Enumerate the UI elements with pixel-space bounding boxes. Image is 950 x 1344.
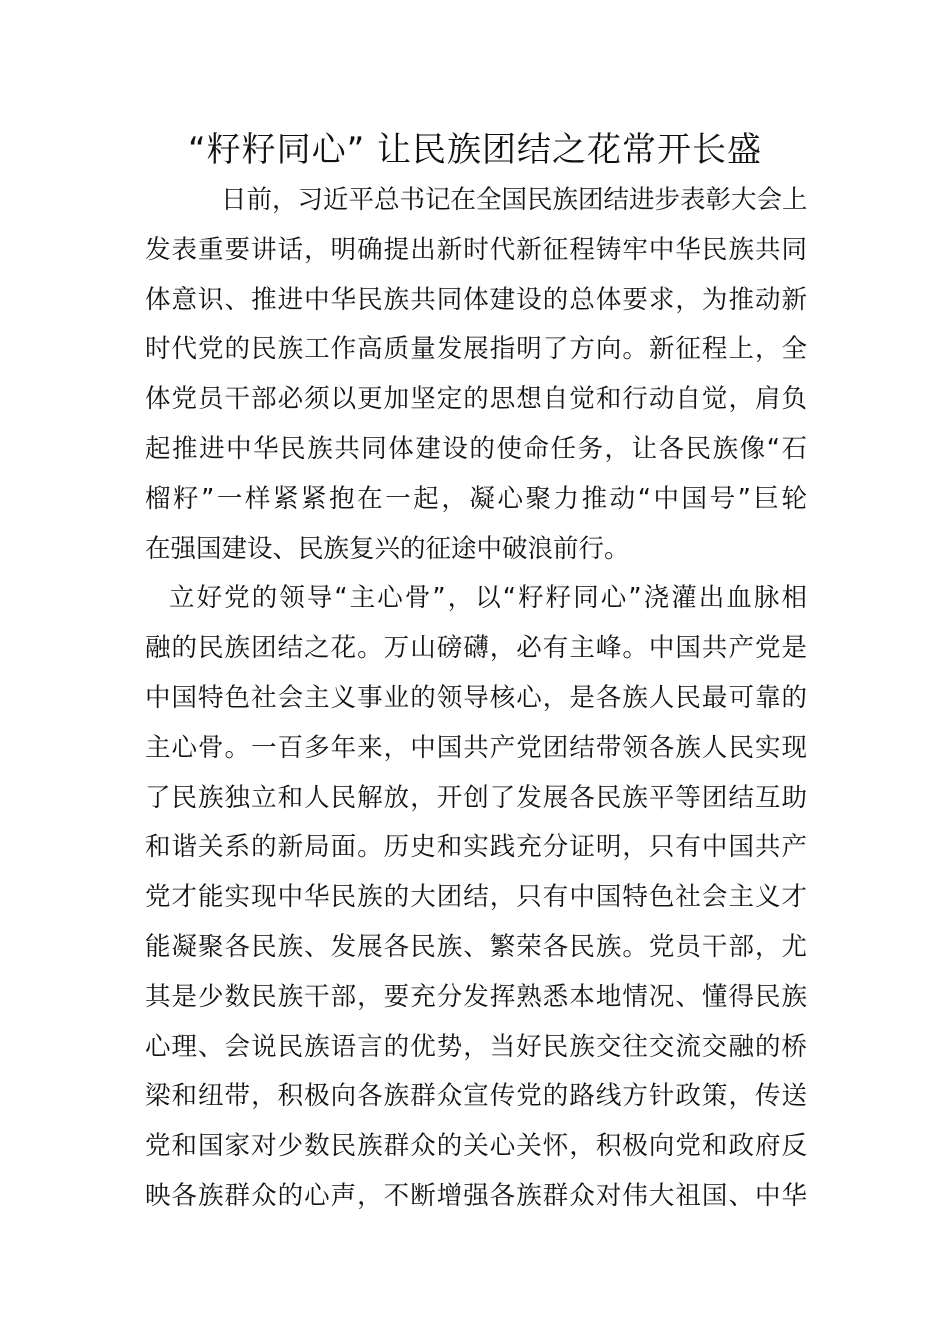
- text-line: 党才能实现中华民族的大团结，只有中国特色社会主义才: [145, 882, 807, 913]
- text-line: 和谐关系的新局面。历史和实践充分证明，只有中国共产: [145, 832, 807, 863]
- text-line: 融的民族团结之花。万山磅礴，必有主峰。中国共产党是: [145, 633, 807, 664]
- text-line: 立好党的领导“主心骨”，以“籽籽同心”浇灌出血脉相: [169, 583, 807, 614]
- document-title: “籽籽同心” 让民族团结之花常开长盛: [187, 130, 763, 170]
- text-line: 了民族独立和人民解放，开创了发展各民族平等团结互助: [145, 782, 807, 813]
- text-line: 党和国家对少数民族群众的关心关怀，积极向党和政府反: [145, 1131, 807, 1162]
- paragraph-2: [145, 574, 807, 1221]
- text-line: 发表重要讲话，明确提出新时代新征程铸牢中华民族共同: [145, 234, 807, 265]
- text-line: 体党员干部必须以更加坚定的思想自觉和行动自觉，肩负: [145, 384, 807, 415]
- text-line: 日前，习近平总书记在全国民族团结进步表彰大会上: [221, 185, 808, 215]
- text-line: 在强国建设、民族复兴的征途中破浪前行。: [145, 533, 630, 564]
- text-line: 中国特色社会主义事业的领导核心，是各族人民最可靠的: [145, 682, 807, 713]
- text-line: 起推进中华民族共同体建设的使命任务，让各民族像“石: [145, 433, 807, 464]
- text-line: 体意识、推进中华民族共同体建设的总体要求，为推动新: [145, 284, 807, 315]
- text-line: 映各族群众的心声，不断增强各族群众对伟大祖国、中华: [145, 1180, 807, 1211]
- text-line: 其是少数民族干部，要充分发挥熟悉本地情况、懂得民族: [145, 981, 807, 1012]
- text-line: 榴籽”一样紧紧抱在一起，凝心聚力推动“中国号”巨轮: [145, 483, 807, 514]
- text-line: 主心骨。一百多年来，中国共产党团结带领各族人民实现: [145, 732, 807, 763]
- text-line: 心理、会说民族语言的优势，当好民族交往交流交融的桥: [145, 1031, 807, 1062]
- text-line: 能凝聚各民族、发展各民族、繁荣各民族。党员干部，尤: [145, 931, 807, 962]
- text-line: 梁和纽带，积极向各族群众宣传党的路线方针政策，传送: [145, 1081, 807, 1112]
- document-body: [145, 176, 807, 1222]
- text-line: 时代党的民族工作高质量发展指明了方向。新征程上，全: [145, 334, 807, 365]
- paragraph-1: [145, 176, 807, 574]
